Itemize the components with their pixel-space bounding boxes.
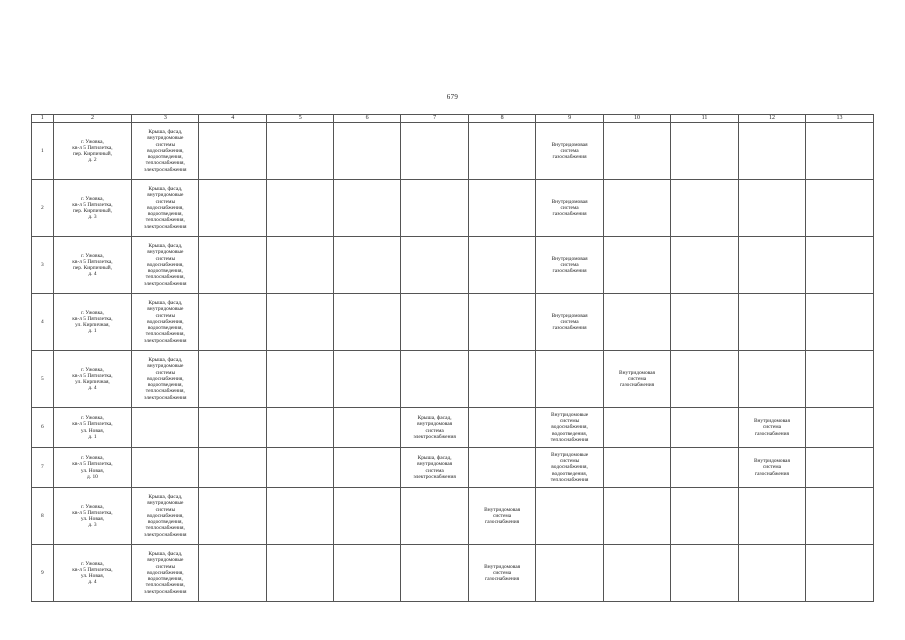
work-cell-col-5 bbox=[267, 448, 334, 488]
address-cell bbox=[53, 180, 132, 237]
header-row bbox=[32, 115, 874, 123]
row-number: 3 bbox=[32, 237, 54, 294]
work-cell-col-6 bbox=[334, 237, 401, 294]
work-cell-col-5 bbox=[267, 294, 334, 351]
cell-text-line: Крыша, фасад, bbox=[148, 494, 183, 501]
row-number: 2 bbox=[32, 180, 54, 237]
cell-text-line: электроснабжения bbox=[413, 433, 456, 440]
work-cell-col-13 bbox=[805, 237, 873, 294]
work-cell-col-8 bbox=[469, 488, 536, 545]
work-cell-col-9 bbox=[536, 123, 604, 180]
repair-schedule-table bbox=[31, 114, 874, 602]
work-cell-col-4 bbox=[199, 448, 267, 488]
cell-text-line: теплоснабжения bbox=[550, 476, 589, 483]
row-number: 7 bbox=[32, 448, 54, 488]
work-cell-col-9 bbox=[536, 351, 604, 408]
cell-text-line: теплоснабжения bbox=[550, 436, 589, 443]
cell-text-line: система bbox=[762, 424, 782, 431]
cell-text-line: система bbox=[560, 318, 579, 325]
cell-text-line: электроснабжения bbox=[144, 223, 187, 230]
cell-text-line: газоснабжения bbox=[619, 382, 655, 389]
work-cell-col-3 bbox=[132, 545, 199, 602]
cell-text-line: системы bbox=[559, 458, 580, 465]
cell-text-line: г. Ужовка, bbox=[81, 415, 104, 422]
column-header-8: 8 bbox=[469, 115, 536, 123]
cell-text-line: внутридомовые bbox=[147, 363, 184, 370]
work-cell-col-11 bbox=[670, 448, 738, 488]
cell-text-line: водоснабжения, bbox=[551, 424, 588, 431]
work-cell-col-4 bbox=[199, 294, 267, 351]
work-cell-col-3 bbox=[132, 294, 199, 351]
work-cell-col-6 bbox=[334, 294, 401, 351]
work-cell-col-7 bbox=[401, 123, 469, 180]
cell-text-line: д. 4 bbox=[88, 579, 97, 586]
work-cell-col-11 bbox=[670, 408, 738, 448]
column-header-13: 13 bbox=[805, 115, 873, 123]
work-cell-col-6 bbox=[334, 180, 401, 237]
cell-text-line: водоснабжения, bbox=[147, 204, 184, 211]
cell-text-line: Внутридомовая bbox=[551, 141, 588, 148]
address-cell bbox=[53, 545, 132, 602]
column-header-4: 4 bbox=[199, 115, 267, 123]
cell-text-line: ул. Новая, bbox=[80, 516, 105, 522]
work-cell-col-10 bbox=[604, 237, 671, 294]
cell-text-line: газоснабжения bbox=[552, 211, 587, 218]
work-cell-col-13 bbox=[805, 408, 873, 448]
cell-text-line: системы bbox=[155, 506, 176, 513]
cell-text-line: водоснабжения, bbox=[551, 464, 588, 471]
work-cell-col-7 bbox=[401, 408, 469, 448]
row-number: 1 bbox=[32, 123, 54, 180]
work-cell-col-6 bbox=[334, 448, 401, 488]
work-cell-col-7 bbox=[401, 294, 469, 351]
cell-text-line: система bbox=[627, 375, 647, 382]
cell-text-line: д. 3 bbox=[88, 214, 97, 221]
work-cell-col-11 bbox=[670, 351, 738, 408]
cell-text-line: д. 4 bbox=[88, 271, 97, 278]
work-cell-col-13 bbox=[805, 488, 873, 545]
work-cell-col-5 bbox=[267, 351, 334, 408]
work-cell-col-13 bbox=[805, 123, 873, 180]
cell-text-line: внутридомовые bbox=[147, 192, 184, 199]
work-cell-col-9 bbox=[536, 237, 604, 294]
cell-text-line: Внутридомовая bbox=[551, 255, 588, 262]
cell-text-line: теплоснабжения, bbox=[145, 331, 185, 338]
table-row bbox=[32, 488, 874, 545]
cell-text-line: газоснабжения bbox=[754, 430, 789, 437]
work-cell-col-9 bbox=[536, 408, 604, 448]
work-cell-col-11 bbox=[670, 488, 738, 545]
work-cell-col-9 bbox=[536, 448, 604, 488]
address-cell bbox=[53, 294, 132, 351]
work-cell-col-8 bbox=[469, 294, 536, 351]
work-cell-col-4 bbox=[199, 351, 267, 408]
work-cell-col-3 bbox=[132, 180, 199, 237]
cell-text-line: водоснабжения, bbox=[147, 512, 184, 519]
work-cell-col-3 bbox=[132, 448, 199, 488]
cell-text-line: кв-л 5 Пятилетка, bbox=[72, 509, 113, 516]
work-cell-col-6 bbox=[334, 488, 401, 545]
cell-text-line: теплоснабжения, bbox=[145, 274, 185, 281]
table-body bbox=[32, 123, 874, 602]
work-cell-col-3 bbox=[132, 351, 199, 408]
cell-text-line: ул. Новая, bbox=[80, 573, 105, 579]
cell-text-line: электроснабжения bbox=[144, 588, 187, 595]
cell-text-line: газоснабжения bbox=[552, 268, 587, 275]
cell-text-line: г. Ужовка, bbox=[81, 503, 104, 510]
column-header-6: 6 bbox=[334, 115, 401, 123]
cell-text-line: д. 1 bbox=[88, 328, 97, 335]
cell-text-line: д. 3 bbox=[88, 522, 97, 529]
cell-text-line: Крыша, фасад, bbox=[148, 243, 183, 250]
work-cell-col-8 bbox=[469, 123, 536, 180]
cell-text-line: водоотведения, bbox=[147, 211, 183, 218]
work-cell-col-10 bbox=[604, 488, 671, 545]
cell-text-line: водоотведения, bbox=[147, 382, 183, 389]
cell-text-line: водоотведения, bbox=[147, 268, 183, 275]
cell-text-line: системы bbox=[155, 255, 176, 262]
cell-text-line: система bbox=[560, 261, 579, 268]
cell-text-line: кв-л 5 Пятилетка, bbox=[72, 201, 113, 208]
work-cell-col-12 bbox=[738, 545, 805, 602]
work-cell-col-12 bbox=[738, 488, 805, 545]
work-cell-col-6 bbox=[334, 123, 401, 180]
cell-text-line: Крыша, фасад, bbox=[148, 551, 183, 558]
cell-text-line: системы bbox=[155, 312, 176, 319]
column-header-9: 9 bbox=[536, 115, 604, 123]
table-row bbox=[32, 351, 874, 408]
cell-text-line: кв-л 5 Пятилетка, bbox=[72, 421, 113, 428]
cell-text-line: г. Ужовка, bbox=[81, 138, 104, 145]
cell-text-line: г. Ужовка, bbox=[81, 560, 104, 567]
work-cell-col-13 bbox=[805, 294, 873, 351]
cell-text-line: д. 10 bbox=[87, 473, 98, 480]
cell-text-line: Внутридомовая bbox=[484, 506, 521, 513]
work-cell-col-9 bbox=[536, 294, 604, 351]
cell-text-line: система bbox=[560, 147, 579, 154]
table-row bbox=[32, 294, 874, 351]
cell-text-line: кв-л 5 Пятилетка, bbox=[72, 144, 113, 151]
cell-text-line: электроснабжения bbox=[144, 166, 187, 173]
cell-text-line: водоотведения, bbox=[552, 470, 588, 477]
cell-text-line: Внутридомовая bbox=[753, 458, 790, 465]
cell-text-line: системы bbox=[155, 369, 176, 376]
column-header-3: 3 bbox=[132, 115, 199, 123]
cell-text-line: теплоснабжения, bbox=[145, 217, 185, 224]
cell-text-line: кв-л 5 Пятилетка, bbox=[72, 258, 113, 265]
cell-text-line: ул. Кирпичная, bbox=[75, 379, 110, 385]
cell-text-line: д. 2 bbox=[88, 157, 97, 164]
cell-text-line: д. 1 bbox=[88, 433, 97, 440]
work-cell-col-7 bbox=[401, 237, 469, 294]
work-cell-col-7 bbox=[401, 351, 469, 408]
work-cell-col-9 bbox=[536, 180, 604, 237]
cell-text-line: внутридомовые bbox=[147, 500, 184, 507]
work-cell-col-8 bbox=[469, 351, 536, 408]
work-cell-col-7 bbox=[401, 488, 469, 545]
work-cell-col-4 bbox=[199, 123, 267, 180]
work-cell-col-11 bbox=[670, 294, 738, 351]
cell-text-line: Внутридомовые bbox=[550, 411, 589, 418]
cell-text-line: ул. Кирпичная, bbox=[75, 322, 110, 328]
work-cell-col-13 bbox=[805, 351, 873, 408]
cell-text-line: система bbox=[560, 204, 579, 211]
address-cell bbox=[53, 488, 132, 545]
cell-text-line: водоотведения, bbox=[147, 154, 183, 161]
cell-text-line: система bbox=[493, 569, 512, 576]
column-header-10: 10 bbox=[604, 115, 671, 123]
address-cell bbox=[53, 448, 132, 488]
cell-text-line: электроснабжения bbox=[144, 394, 187, 401]
table-row bbox=[32, 545, 874, 602]
work-cell-col-6 bbox=[334, 545, 401, 602]
cell-text-line: водоотведения, bbox=[147, 519, 183, 526]
work-cell-col-4 bbox=[199, 488, 267, 545]
cell-text-line: электроснабжения bbox=[144, 337, 187, 344]
column-header-1: 1 bbox=[32, 115, 54, 123]
cell-text-line: системы bbox=[155, 141, 176, 148]
cell-text-line: теплоснабжения, bbox=[145, 582, 185, 589]
work-cell-col-11 bbox=[670, 180, 738, 237]
cell-text-line: кв-л 5 Пятилетка, bbox=[72, 372, 113, 379]
work-cell-col-13 bbox=[805, 448, 873, 488]
work-cell-col-4 bbox=[199, 545, 267, 602]
table-row bbox=[32, 180, 874, 237]
work-cell-col-5 bbox=[267, 408, 334, 448]
work-cell-col-7 bbox=[401, 545, 469, 602]
cell-text-line: Крыша, фасад, bbox=[417, 455, 452, 462]
cell-text-line: г. Ужовка, bbox=[81, 455, 104, 462]
cell-text-line: пер. Кирпичный, bbox=[72, 151, 113, 157]
cell-text-line: система bbox=[493, 512, 512, 519]
cell-text-line: электроснабжения bbox=[144, 531, 187, 538]
cell-text-line: Крыша, фасад, bbox=[417, 415, 452, 422]
work-cell-col-13 bbox=[805, 180, 873, 237]
work-cell-col-12 bbox=[738, 448, 805, 488]
cell-text-line: кв-л 5 Пятилетка, bbox=[72, 566, 113, 573]
cell-text-line: пер. Кирпичный, bbox=[72, 208, 113, 214]
cell-text-line: Внутридомовая bbox=[619, 369, 655, 376]
column-header-11: 11 bbox=[670, 115, 738, 123]
cell-text-line: внутридомовые bbox=[147, 249, 184, 256]
cell-text-line: внутридомовые bbox=[147, 135, 184, 142]
cell-text-line: водоснабжения, bbox=[147, 147, 184, 154]
cell-text-line: Внутридомовая bbox=[551, 198, 588, 205]
cell-text-line: г. Ужовка, bbox=[81, 252, 104, 259]
cell-text-line: внутридомовые bbox=[147, 557, 184, 564]
row-number: 5 bbox=[32, 351, 54, 408]
column-header-5: 5 bbox=[267, 115, 334, 123]
work-cell-col-5 bbox=[267, 180, 334, 237]
cell-text-line: ул. Новая, bbox=[80, 467, 105, 474]
cell-text-line: кв-л 5 Пятилетка, bbox=[72, 461, 113, 468]
work-cell-col-8 bbox=[469, 545, 536, 602]
row-number: 9 bbox=[32, 545, 54, 602]
work-cell-col-10 bbox=[604, 123, 671, 180]
address-cell bbox=[53, 408, 132, 448]
cell-text-line: газоснабжения bbox=[485, 519, 520, 526]
cell-text-line: система bbox=[762, 464, 782, 471]
cell-text-line: Крыша, фасад, bbox=[148, 186, 183, 193]
cell-text-line: газоснабжения bbox=[552, 325, 587, 332]
work-cell-col-6 bbox=[334, 351, 401, 408]
cell-text-line: водоотведения, bbox=[147, 576, 183, 583]
work-cell-col-5 bbox=[267, 237, 334, 294]
table-row bbox=[32, 123, 874, 180]
cell-text-line: г. Ужовка, bbox=[81, 366, 104, 373]
cell-text-line: теплоснабжения, bbox=[145, 160, 185, 167]
cell-text-line: системы bbox=[155, 563, 176, 570]
row-number: 8 bbox=[32, 488, 54, 545]
cell-text-line: системы bbox=[155, 198, 176, 205]
column-header-2: 2 bbox=[53, 115, 132, 123]
cell-text-line: газоснабжения bbox=[485, 576, 520, 583]
cell-text-line: газоснабжения bbox=[754, 470, 789, 477]
cell-text-line: Внутридомовая bbox=[484, 563, 521, 570]
work-cell-col-9 bbox=[536, 545, 604, 602]
address-cell bbox=[53, 123, 132, 180]
cell-text-line: внутридомовые bbox=[147, 306, 184, 313]
work-cell-col-11 bbox=[670, 237, 738, 294]
work-cell-col-3 bbox=[132, 488, 199, 545]
cell-text-line: Внутридомовая bbox=[551, 312, 588, 319]
work-cell-col-4 bbox=[199, 408, 267, 448]
work-cell-col-12 bbox=[738, 237, 805, 294]
work-cell-col-7 bbox=[401, 180, 469, 237]
work-cell-col-12 bbox=[738, 180, 805, 237]
cell-text-line: внутридомовая bbox=[417, 461, 453, 468]
cell-text-line: системы bbox=[559, 418, 580, 425]
cell-text-line: водоснабжения, bbox=[147, 261, 184, 268]
cell-text-line: водоснабжения, bbox=[147, 318, 184, 325]
work-cell-col-11 bbox=[670, 123, 738, 180]
cell-text-line: система bbox=[425, 467, 444, 474]
work-cell-col-12 bbox=[738, 294, 805, 351]
row-number: 6 bbox=[32, 408, 54, 448]
cell-text-line: теплоснабжения, bbox=[145, 388, 185, 395]
cell-text-line: водоснабжения, bbox=[147, 375, 184, 382]
row-number: 4 bbox=[32, 294, 54, 351]
cell-text-line: электроснабжения bbox=[413, 473, 456, 480]
cell-text-line: Крыша, фасад, bbox=[148, 300, 183, 307]
work-cell-col-5 bbox=[267, 123, 334, 180]
cell-text-line: Крыша, фасад, bbox=[148, 129, 183, 136]
work-cell-col-10 bbox=[604, 351, 671, 408]
work-cell-col-5 bbox=[267, 488, 334, 545]
work-cell-col-12 bbox=[738, 408, 805, 448]
cell-text-line: водоотведения, bbox=[552, 430, 588, 437]
work-cell-col-10 bbox=[604, 545, 671, 602]
work-cell-col-6 bbox=[334, 408, 401, 448]
work-cell-col-12 bbox=[738, 123, 805, 180]
work-cell-col-10 bbox=[604, 180, 671, 237]
cell-text-line: г. Ужовка, bbox=[81, 309, 104, 316]
work-cell-col-11 bbox=[670, 545, 738, 602]
cell-text-line: водоснабжения, bbox=[147, 569, 184, 576]
work-cell-col-8 bbox=[469, 408, 536, 448]
work-cell-col-8 bbox=[469, 180, 536, 237]
cell-text-line: Внутридомовые bbox=[550, 451, 589, 458]
column-header-12: 12 bbox=[738, 115, 805, 123]
cell-text-line: электроснабжения bbox=[144, 280, 187, 287]
work-cell-col-8 bbox=[469, 448, 536, 488]
address-cell bbox=[53, 351, 132, 408]
cell-text-line: теплоснабжения, bbox=[145, 525, 185, 532]
work-cell-col-12 bbox=[738, 351, 805, 408]
cell-text-line: внутридомовая bbox=[417, 421, 453, 428]
table-row bbox=[32, 448, 874, 488]
work-cell-col-4 bbox=[199, 237, 267, 294]
address-cell bbox=[53, 237, 132, 294]
work-cell-col-3 bbox=[132, 123, 199, 180]
page-number: 679 bbox=[446, 93, 459, 101]
work-cell-col-13 bbox=[805, 545, 873, 602]
work-cell-col-5 bbox=[267, 545, 334, 602]
work-cell-col-10 bbox=[604, 448, 671, 488]
work-cell-col-10 bbox=[604, 294, 671, 351]
cell-text-line: г. Ужовка, bbox=[81, 195, 104, 202]
work-cell-col-7 bbox=[401, 448, 469, 488]
work-cell-col-4 bbox=[199, 180, 267, 237]
table-row bbox=[32, 237, 874, 294]
cell-text-line: система bbox=[425, 427, 444, 434]
cell-text-line: водоотведения, bbox=[147, 325, 183, 332]
work-cell-col-8 bbox=[469, 237, 536, 294]
cell-text-line: ул. Новая, bbox=[80, 427, 105, 434]
work-cell-col-3 bbox=[132, 237, 199, 294]
cell-text-line: кв-л 5 Пятилетка, bbox=[72, 315, 113, 322]
work-cell-col-9 bbox=[536, 488, 604, 545]
work-cell-col-3 bbox=[132, 408, 199, 448]
work-cell-col-10 bbox=[604, 408, 671, 448]
column-header-7: 7 bbox=[401, 115, 469, 123]
cell-text-line: д. 4 bbox=[88, 385, 97, 392]
table-row bbox=[32, 408, 874, 448]
cell-text-line: Внутридомовая bbox=[753, 418, 790, 425]
cell-text-line: Крыша, фасад, bbox=[148, 357, 183, 364]
cell-text-line: газоснабжения bbox=[552, 154, 587, 161]
cell-text-line: пер. Кирпичный, bbox=[72, 265, 113, 271]
